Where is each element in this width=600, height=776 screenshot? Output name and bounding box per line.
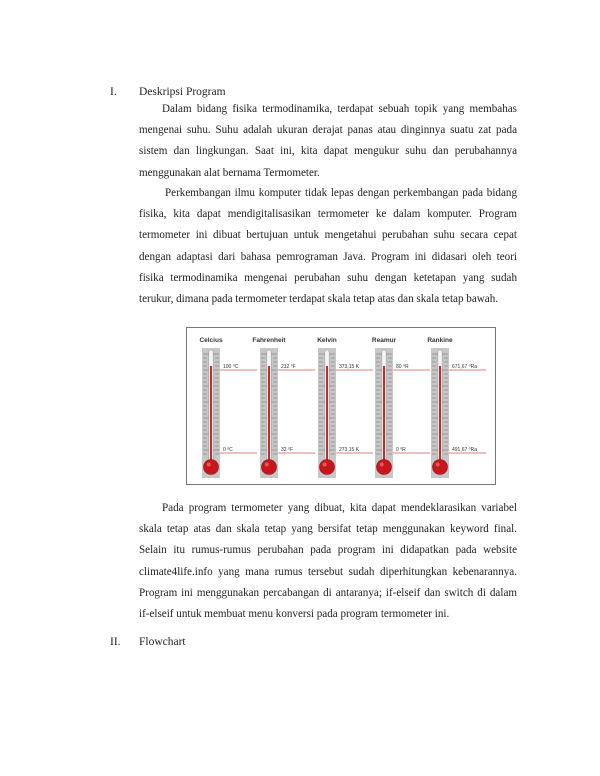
paragraph-2: Perkembangan ilmu komputer tidak lepas dengan perkembangan pada bidang fisika, kita dapat mendigitalisasikan termometer ke dalam komputer. Program termometer ini dibuat bertujuan untuk mengetahui perubahan suhu secara cepat dengan adaptasi dari bahasa pemrograman Java. Program ini didasari oleh teori fisika termodinamika mengenai perubahan suhu dengan ketetapan yang sudah terukur, dimana pada termometer terdapat skala tetap atas dan skala tetap bawah. (139, 187, 517, 306)
thermometer-bulb-highlight-fahrenheit (265, 463, 269, 467)
thermometer-name-rankine: Rankine (427, 337, 453, 344)
thermometer-bulb-reamur (377, 460, 392, 475)
bottom-fixed-point-label-celcius: 0 ⁰C (223, 447, 233, 453)
thermometer-bulb-kelvin (320, 460, 335, 475)
thermometer-bulb-celcius (204, 460, 219, 475)
top-fixed-point-label-reamur: 80 ⁰R (396, 364, 409, 370)
thermometer-figure (186, 327, 496, 485)
thermometer-bulb-rankine (433, 460, 448, 475)
thermometer-bulb-highlight-celcius (207, 463, 211, 467)
top-fixed-point-label-kelvin: 373,15 K (339, 364, 360, 370)
bottom-fixed-point-label-fahrenheit: 32 ⁰F (281, 447, 294, 453)
thermometer-name-fahrenheit: Fahrenheit (252, 337, 286, 344)
thermometer-bulb-fahrenheit (262, 460, 277, 475)
thermometer-bulb-highlight-reamur (380, 463, 384, 467)
thermometer-bulb-highlight-rankine (436, 463, 440, 467)
top-fixed-point-label-fahrenheit: 212 ⁰F (281, 364, 296, 370)
thermometer-mercury-fahrenheit (268, 366, 270, 466)
thermometer-mercury-celcius (210, 366, 212, 466)
section-1-number: I. (110, 86, 117, 98)
top-fixed-point-label-rankine: 671,67 ⁰Ra (452, 364, 478, 370)
bottom-fixed-point-label-reamur: 0 ⁰R (396, 447, 406, 453)
paragraph-3: Pada program termometer yang dibuat, kita dapat mendeklarasikan variabel skala tetap atas dan skala tetap yang bersifat tetap menggunakan keyword final. Selain itu rumus-rumus perubahan pada program ini didapatkan pada website climate4life.info yang mana rumus tersebut sudah diperhitungkan kebenarannya. Program ini menggunakan percabangan di antaranya; if-elseif dan switch di dalam if-elseif untuk membuat menu konversi pada program termometer ini. (139, 502, 517, 621)
thermometer-name-reamur: Reamur (371, 337, 397, 344)
section-2-number: II. (110, 636, 121, 648)
section-1-title: Deskripsi Program (139, 86, 226, 98)
thermometer-diagram (187, 328, 495, 484)
top-fixed-point-label-celcius: 100 ⁰C (223, 364, 239, 370)
thermometer-bulb-highlight-kelvin (323, 463, 327, 467)
paragraph-1: Dalam bidang fisika termodinamika, terdapat sebuah topik yang membahas mengenai suhu. Suhu adalah ukuran derajat panas atau dinginnya suatu zat pada sistem dan lingkungan. Saat ini, kita dapat mengukur suhu dan perubahannya menggunakan alat bernama Termometer. (139, 103, 517, 179)
thermometer-mercury-rankine (439, 366, 441, 466)
thermometer-name-kelvin: Kelvin (317, 337, 337, 344)
bottom-fixed-point-label-kelvin: 273,15 K (339, 447, 360, 453)
thermometer-mercury-reamur (383, 366, 385, 466)
thermometer-mercury-kelvin (326, 366, 328, 466)
bottom-fixed-point-label-rankine: 491,67 ⁰Ra (452, 447, 478, 453)
thermometer-name-celcius: Celcius (199, 337, 223, 344)
section-2-title: Flowchart (139, 636, 186, 648)
